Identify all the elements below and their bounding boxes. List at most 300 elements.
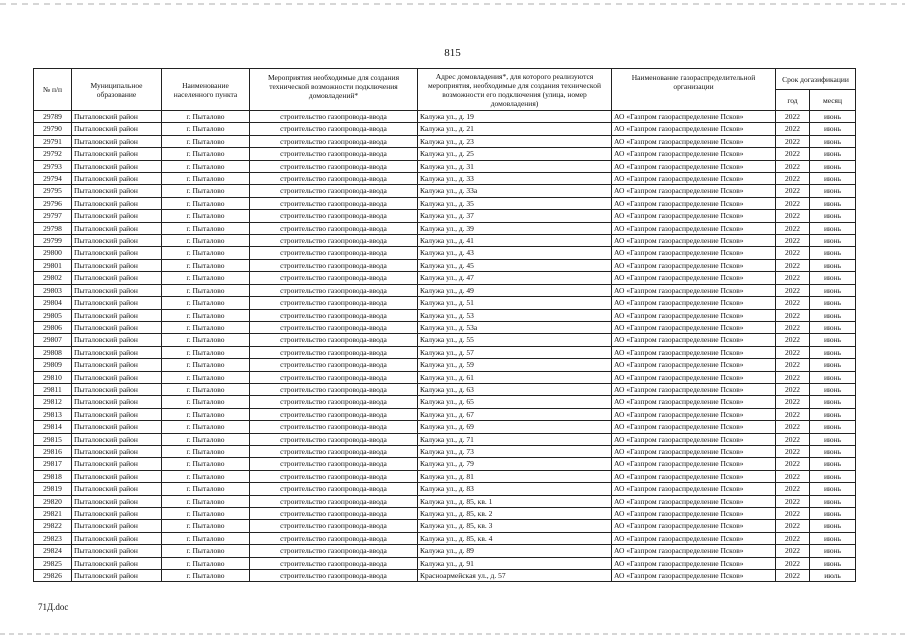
row-measure: строительство газопровода-ввода <box>250 433 418 445</box>
row-settlement: г. Пыталово <box>162 520 250 532</box>
row-year: 2022 <box>776 483 810 495</box>
table-row <box>34 210 856 222</box>
row-address: Калужа ул., д. 81 <box>418 470 612 482</box>
row-month: июнь <box>810 371 856 383</box>
row-month: июнь <box>810 408 856 420</box>
table-row <box>34 259 856 271</box>
row-organization: АО «Газпром газораспределение Псков» <box>612 259 776 271</box>
row-address: Калужа ул., д. 19 <box>418 111 612 123</box>
row-number: 29796 <box>34 197 72 209</box>
row-month: июнь <box>810 235 856 247</box>
table-row <box>34 297 856 309</box>
row-organization: АО «Газпром газораспределение Псков» <box>612 247 776 259</box>
row-organization: АО «Газпром газораспределение Псков» <box>612 396 776 408</box>
row-organization: АО «Газпром газораспределение Псков» <box>612 570 776 582</box>
row-settlement: г. Пыталово <box>162 284 250 296</box>
row-settlement: г. Пыталово <box>162 346 250 358</box>
row-municipality: Пыталовский район <box>72 197 162 209</box>
row-municipality: Пыталовский район <box>72 185 162 197</box>
row-municipality: Пыталовский район <box>72 433 162 445</box>
row-settlement: г. Пыталово <box>162 259 250 271</box>
row-settlement: г. Пыталово <box>162 334 250 346</box>
row-measure: строительство газопровода-ввода <box>250 495 418 507</box>
row-address: Калужа ул., д. 53а <box>418 321 612 333</box>
row-measure: строительство газопровода-ввода <box>250 309 418 321</box>
row-number: 29810 <box>34 371 72 383</box>
row-municipality: Пыталовский район <box>72 458 162 470</box>
row-address: Калужа ул., д. 85, кв. 4 <box>418 532 612 544</box>
row-measure: строительство газопровода-ввода <box>250 346 418 358</box>
table-row <box>34 495 856 507</box>
row-measure: строительство газопровода-ввода <box>250 470 418 482</box>
row-number: 29798 <box>34 222 72 234</box>
row-month: июнь <box>810 297 856 309</box>
row-month: июнь <box>810 284 856 296</box>
row-organization: АО «Газпром газораспределение Псков» <box>612 458 776 470</box>
table-row <box>34 396 856 408</box>
row-month: июнь <box>810 520 856 532</box>
row-organization: АО «Газпром газораспределение Псков» <box>612 346 776 358</box>
row-number: 29826 <box>34 570 72 582</box>
row-organization: АО «Газпром газораспределение Псков» <box>612 508 776 520</box>
row-number: 29815 <box>34 433 72 445</box>
row-address: Калужа ул., д. 55 <box>418 334 612 346</box>
row-address: Калужа ул., д. 91 <box>418 557 612 569</box>
row-number: 29805 <box>34 309 72 321</box>
row-year: 2022 <box>776 123 810 135</box>
table-row <box>34 458 856 470</box>
row-year: 2022 <box>776 321 810 333</box>
row-measure: строительство газопровода-ввода <box>250 135 418 147</box>
row-measure: строительство газопровода-ввода <box>250 421 418 433</box>
row-organization: АО «Газпром газораспределение Псков» <box>612 520 776 532</box>
row-month: июнь <box>810 545 856 557</box>
table-row <box>34 346 856 358</box>
row-address: Калужа ул., д. 21 <box>418 123 612 135</box>
table-row <box>34 433 856 445</box>
row-municipality: Пыталовский район <box>72 408 162 420</box>
table-row <box>34 445 856 457</box>
row-municipality: Пыталовский район <box>72 123 162 135</box>
row-year: 2022 <box>776 508 810 520</box>
row-measure: строительство газопровода-ввода <box>250 445 418 457</box>
row-year: 2022 <box>776 284 810 296</box>
row-settlement: г. Пыталово <box>162 570 250 582</box>
row-address: Красноармейская ул., д. 57 <box>418 570 612 582</box>
row-month: июнь <box>810 210 856 222</box>
row-month: июнь <box>810 483 856 495</box>
table-row <box>34 247 856 259</box>
row-municipality: Пыталовский район <box>72 470 162 482</box>
row-address: Калужа ул., д. 71 <box>418 433 612 445</box>
row-settlement: г. Пыталово <box>162 445 250 457</box>
row-address: Калужа ул., д. 69 <box>418 421 612 433</box>
row-address: Калужа ул., д. 45 <box>418 259 612 271</box>
table-row <box>34 483 856 495</box>
row-address: Калужа ул., д. 33а <box>418 185 612 197</box>
row-year: 2022 <box>776 247 810 259</box>
row-organization: АО «Газпром газораспределение Псков» <box>612 321 776 333</box>
row-organization: АО «Газпром газораспределение Псков» <box>612 421 776 433</box>
row-address: Калужа ул., д. 25 <box>418 148 612 160</box>
row-organization: АО «Газпром газораспределение Псков» <box>612 111 776 123</box>
table-row <box>34 309 856 321</box>
row-year: 2022 <box>776 148 810 160</box>
row-municipality: Пыталовский район <box>72 495 162 507</box>
row-municipality: Пыталовский район <box>72 222 162 234</box>
row-measure: строительство газопровода-ввода <box>250 545 418 557</box>
table-row <box>34 321 856 333</box>
table-row <box>34 508 856 520</box>
row-settlement: г. Пыталово <box>162 421 250 433</box>
row-measure: строительство газопровода-ввода <box>250 321 418 333</box>
row-organization: АО «Газпром газораспределение Псков» <box>612 235 776 247</box>
row-address: Калужа ул., д. 83 <box>418 483 612 495</box>
row-month: июнь <box>810 346 856 358</box>
table-row <box>34 222 856 234</box>
row-measure: строительство газопровода-ввода <box>250 483 418 495</box>
row-year: 2022 <box>776 197 810 209</box>
row-settlement: г. Пыталово <box>162 458 250 470</box>
row-year: 2022 <box>776 185 810 197</box>
row-settlement: г. Пыталово <box>162 470 250 482</box>
row-municipality: Пыталовский район <box>72 532 162 544</box>
row-year: 2022 <box>776 272 810 284</box>
row-organization: АО «Газпром газораспределение Псков» <box>612 445 776 457</box>
row-year: 2022 <box>776 532 810 544</box>
table-row <box>34 284 856 296</box>
header-settlement: Наименование населенного пункта <box>162 69 250 111</box>
table-header <box>34 69 856 111</box>
row-year: 2022 <box>776 173 810 185</box>
row-year: 2022 <box>776 259 810 271</box>
row-organization: АО «Газпром газораспределение Псков» <box>612 135 776 147</box>
row-organization: АО «Газпром газораспределение Псков» <box>612 371 776 383</box>
row-measure: строительство газопровода-ввода <box>250 111 418 123</box>
row-measure: строительство газопровода-ввода <box>250 570 418 582</box>
row-organization: АО «Газпром газораспределение Псков» <box>612 408 776 420</box>
row-number: 29793 <box>34 160 72 172</box>
row-settlement: г. Пыталово <box>162 185 250 197</box>
row-municipality: Пыталовский район <box>72 545 162 557</box>
row-measure: строительство газопровода-ввода <box>250 173 418 185</box>
row-month: июнь <box>810 321 856 333</box>
table-row <box>34 371 856 383</box>
row-municipality: Пыталовский район <box>72 483 162 495</box>
row-address: Калужа ул., д. 35 <box>418 197 612 209</box>
row-municipality: Пыталовский район <box>72 359 162 371</box>
row-organization: АО «Газпром газораспределение Псков» <box>612 383 776 395</box>
row-month: июнь <box>810 421 856 433</box>
row-measure: строительство газопровода-ввода <box>250 235 418 247</box>
row-measure: строительство газопровода-ввода <box>250 532 418 544</box>
row-month: июнь <box>810 111 856 123</box>
row-month: июнь <box>810 383 856 395</box>
row-year: 2022 <box>776 359 810 371</box>
row-year: 2022 <box>776 396 810 408</box>
header-measures: Мероприятия необходимые для создания технической возможности подключения домовладений* <box>250 69 418 111</box>
row-organization: АО «Газпром газораспределение Псков» <box>612 272 776 284</box>
row-measure: строительство газопровода-ввода <box>250 383 418 395</box>
row-year: 2022 <box>776 557 810 569</box>
table-row <box>34 520 856 532</box>
row-address: Калужа ул., д. 85, кв. 1 <box>418 495 612 507</box>
row-organization: АО «Газпром газораспределение Псков» <box>612 433 776 445</box>
row-year: 2022 <box>776 160 810 172</box>
row-measure: строительство газопровода-ввода <box>250 508 418 520</box>
table-row <box>34 123 856 135</box>
row-organization: АО «Газпром газораспределение Псков» <box>612 483 776 495</box>
row-organization: АО «Газпром газораспределение Псков» <box>612 495 776 507</box>
row-organization: АО «Газпром газораспределение Псков» <box>612 210 776 222</box>
row-month: июнь <box>810 272 856 284</box>
row-measure: строительство газопровода-ввода <box>250 334 418 346</box>
table-row <box>34 173 856 185</box>
row-year: 2022 <box>776 135 810 147</box>
scan-edge-bottom <box>0 633 905 635</box>
row-address: Калужа ул., д. 23 <box>418 135 612 147</box>
row-month: июль <box>810 570 856 582</box>
row-year: 2022 <box>776 383 810 395</box>
row-measure: строительство газопровода-ввода <box>250 359 418 371</box>
table-row <box>34 470 856 482</box>
table-row <box>34 532 856 544</box>
row-month: июнь <box>810 359 856 371</box>
row-year: 2022 <box>776 210 810 222</box>
row-address: Калужа ул., д. 67 <box>418 408 612 420</box>
row-number: 29818 <box>34 470 72 482</box>
row-month: июнь <box>810 433 856 445</box>
row-month: июнь <box>810 123 856 135</box>
row-address: Калужа ул., д. 61 <box>418 371 612 383</box>
row-number: 29794 <box>34 173 72 185</box>
row-settlement: г. Пыталово <box>162 396 250 408</box>
table-row <box>34 235 856 247</box>
row-settlement: г. Пыталово <box>162 383 250 395</box>
table-row <box>34 185 856 197</box>
row-number: 29817 <box>34 458 72 470</box>
row-year: 2022 <box>776 495 810 507</box>
row-settlement: г. Пыталово <box>162 247 250 259</box>
row-month: июнь <box>810 222 856 234</box>
row-municipality: Пыталовский район <box>72 235 162 247</box>
row-number: 29808 <box>34 346 72 358</box>
row-number: 29811 <box>34 383 72 395</box>
row-month: июнь <box>810 148 856 160</box>
row-municipality: Пыталовский район <box>72 557 162 569</box>
header-address: Адрес домовладения*, для которого реализуются мероприятия, необходимые для создания технической возможности его подключения (улица, номер домовладения) <box>418 69 612 111</box>
row-settlement: г. Пыталово <box>162 297 250 309</box>
row-year: 2022 <box>776 309 810 321</box>
row-settlement: г. Пыталово <box>162 508 250 520</box>
row-month: июнь <box>810 495 856 507</box>
row-settlement: г. Пыталово <box>162 123 250 135</box>
row-organization: АО «Газпром газораспределение Псков» <box>612 160 776 172</box>
row-municipality: Пыталовский район <box>72 297 162 309</box>
table-body <box>34 111 856 582</box>
row-month: июнь <box>810 197 856 209</box>
row-settlement: г. Пыталово <box>162 557 250 569</box>
row-month: июнь <box>810 135 856 147</box>
row-address: Калужа ул., д. 85, кв. 3 <box>418 520 612 532</box>
row-address: Калужа ул., д. 37 <box>418 210 612 222</box>
row-measure: строительство газопровода-ввода <box>250 210 418 222</box>
row-number: 29821 <box>34 508 72 520</box>
row-organization: АО «Газпром газораспределение Псков» <box>612 334 776 346</box>
row-municipality: Пыталовский район <box>72 259 162 271</box>
row-month: июнь <box>810 470 856 482</box>
row-number: 29806 <box>34 321 72 333</box>
row-municipality: Пыталовский район <box>72 210 162 222</box>
row-measure: строительство газопровода-ввода <box>250 222 418 234</box>
row-address: Калужа ул., д. 59 <box>418 359 612 371</box>
row-month: июнь <box>810 396 856 408</box>
row-measure: строительство газопровода-ввода <box>250 259 418 271</box>
table-row <box>34 334 856 346</box>
row-settlement: г. Пыталово <box>162 111 250 123</box>
row-organization: АО «Газпром газораспределение Псков» <box>612 557 776 569</box>
row-number: 29800 <box>34 247 72 259</box>
row-settlement: г. Пыталово <box>162 321 250 333</box>
row-address: Калужа ул., д. 65 <box>418 396 612 408</box>
row-year: 2022 <box>776 235 810 247</box>
table-row <box>34 383 856 395</box>
row-organization: АО «Газпром газораспределение Псков» <box>612 532 776 544</box>
table-row <box>34 545 856 557</box>
row-number: 29814 <box>34 421 72 433</box>
row-measure: строительство газопровода-ввода <box>250 272 418 284</box>
row-municipality: Пыталовский район <box>72 371 162 383</box>
table-row <box>34 359 856 371</box>
row-number: 29795 <box>34 185 72 197</box>
row-month: июнь <box>810 458 856 470</box>
row-year: 2022 <box>776 111 810 123</box>
row-year: 2022 <box>776 222 810 234</box>
row-address: Калужа ул., д. 31 <box>418 160 612 172</box>
page-number: 815 <box>444 47 461 59</box>
row-measure: строительство газопровода-ввода <box>250 297 418 309</box>
table-row <box>34 557 856 569</box>
row-measure: строительство газопровода-ввода <box>250 371 418 383</box>
table-row <box>34 135 856 147</box>
row-number: 29799 <box>34 235 72 247</box>
row-number: 29803 <box>34 284 72 296</box>
row-number: 29813 <box>34 408 72 420</box>
row-number: 29819 <box>34 483 72 495</box>
row-month: июнь <box>810 532 856 544</box>
row-measure: строительство газопровода-ввода <box>250 247 418 259</box>
header-month: месяц <box>810 90 856 111</box>
row-municipality: Пыталовский район <box>72 284 162 296</box>
row-municipality: Пыталовский район <box>72 135 162 147</box>
row-number: 29809 <box>34 359 72 371</box>
row-number: 29804 <box>34 297 72 309</box>
row-measure: строительство газопровода-ввода <box>250 396 418 408</box>
row-number: 29820 <box>34 495 72 507</box>
row-year: 2022 <box>776 297 810 309</box>
row-address: Калужа ул., д. 73 <box>418 445 612 457</box>
footer-filename: 71Д.doc <box>38 602 69 612</box>
header-num: № п/п <box>34 69 72 111</box>
row-municipality: Пыталовский район <box>72 421 162 433</box>
row-settlement: г. Пыталово <box>162 545 250 557</box>
table-row <box>34 111 856 123</box>
row-measure: строительство газопровода-ввода <box>250 458 418 470</box>
table-row <box>34 197 856 209</box>
row-number: 29825 <box>34 557 72 569</box>
row-settlement: г. Пыталово <box>162 359 250 371</box>
row-address: Калужа ул., д. 41 <box>418 235 612 247</box>
row-year: 2022 <box>776 458 810 470</box>
row-settlement: г. Пыталово <box>162 160 250 172</box>
row-address: Калужа ул., д. 53 <box>418 309 612 321</box>
row-month: июнь <box>810 259 856 271</box>
table-row <box>34 272 856 284</box>
row-number: 29789 <box>34 111 72 123</box>
row-organization: АО «Газпром газораспределение Псков» <box>612 197 776 209</box>
row-address: Калужа ул., д. 85, кв. 2 <box>418 508 612 520</box>
row-year: 2022 <box>776 520 810 532</box>
row-organization: АО «Газпром газораспределение Псков» <box>612 359 776 371</box>
row-organization: АО «Газпром газораспределение Псков» <box>612 309 776 321</box>
row-number: 29791 <box>34 135 72 147</box>
row-month: июнь <box>810 173 856 185</box>
row-month: июнь <box>810 445 856 457</box>
row-municipality: Пыталовский район <box>72 309 162 321</box>
row-address: Калужа ул., д. 51 <box>418 297 612 309</box>
row-address: Калужа ул., д. 49 <box>418 284 612 296</box>
row-organization: АО «Газпром газораспределение Псков» <box>612 222 776 234</box>
row-number: 29790 <box>34 123 72 135</box>
row-measure: строительство газопровода-ввода <box>250 123 418 135</box>
row-year: 2022 <box>776 570 810 582</box>
table-row <box>34 421 856 433</box>
row-address: Калужа ул., д. 79 <box>418 458 612 470</box>
row-municipality: Пыталовский район <box>72 160 162 172</box>
row-municipality: Пыталовский район <box>72 272 162 284</box>
row-settlement: г. Пыталово <box>162 532 250 544</box>
row-year: 2022 <box>776 433 810 445</box>
row-organization: АО «Газпром газораспределение Псков» <box>612 173 776 185</box>
row-settlement: г. Пыталово <box>162 235 250 247</box>
row-number: 29801 <box>34 259 72 271</box>
row-municipality: Пыталовский район <box>72 148 162 160</box>
table-row <box>34 160 856 172</box>
row-year: 2022 <box>776 545 810 557</box>
table-row <box>34 570 856 582</box>
table-row <box>34 148 856 160</box>
row-number: 29822 <box>34 520 72 532</box>
row-settlement: г. Пыталово <box>162 222 250 234</box>
row-year: 2022 <box>776 371 810 383</box>
scan-edge-top <box>0 3 905 5</box>
row-measure: строительство газопровода-ввода <box>250 197 418 209</box>
row-measure: строительство газопровода-ввода <box>250 520 418 532</box>
row-settlement: г. Пыталово <box>162 148 250 160</box>
row-number: 29792 <box>34 148 72 160</box>
row-measure: строительство газопровода-ввода <box>250 160 418 172</box>
row-address: Калужа ул., д. 63 <box>418 383 612 395</box>
row-number: 29823 <box>34 532 72 544</box>
row-municipality: Пыталовский район <box>72 321 162 333</box>
row-month: июнь <box>810 508 856 520</box>
row-organization: АО «Газпром газораспределение Псков» <box>612 470 776 482</box>
row-number: 29807 <box>34 334 72 346</box>
row-organization: АО «Газпром газораспределение Псков» <box>612 297 776 309</box>
row-settlement: г. Пыталово <box>162 495 250 507</box>
row-settlement: г. Пыталово <box>162 309 250 321</box>
row-month: июнь <box>810 247 856 259</box>
